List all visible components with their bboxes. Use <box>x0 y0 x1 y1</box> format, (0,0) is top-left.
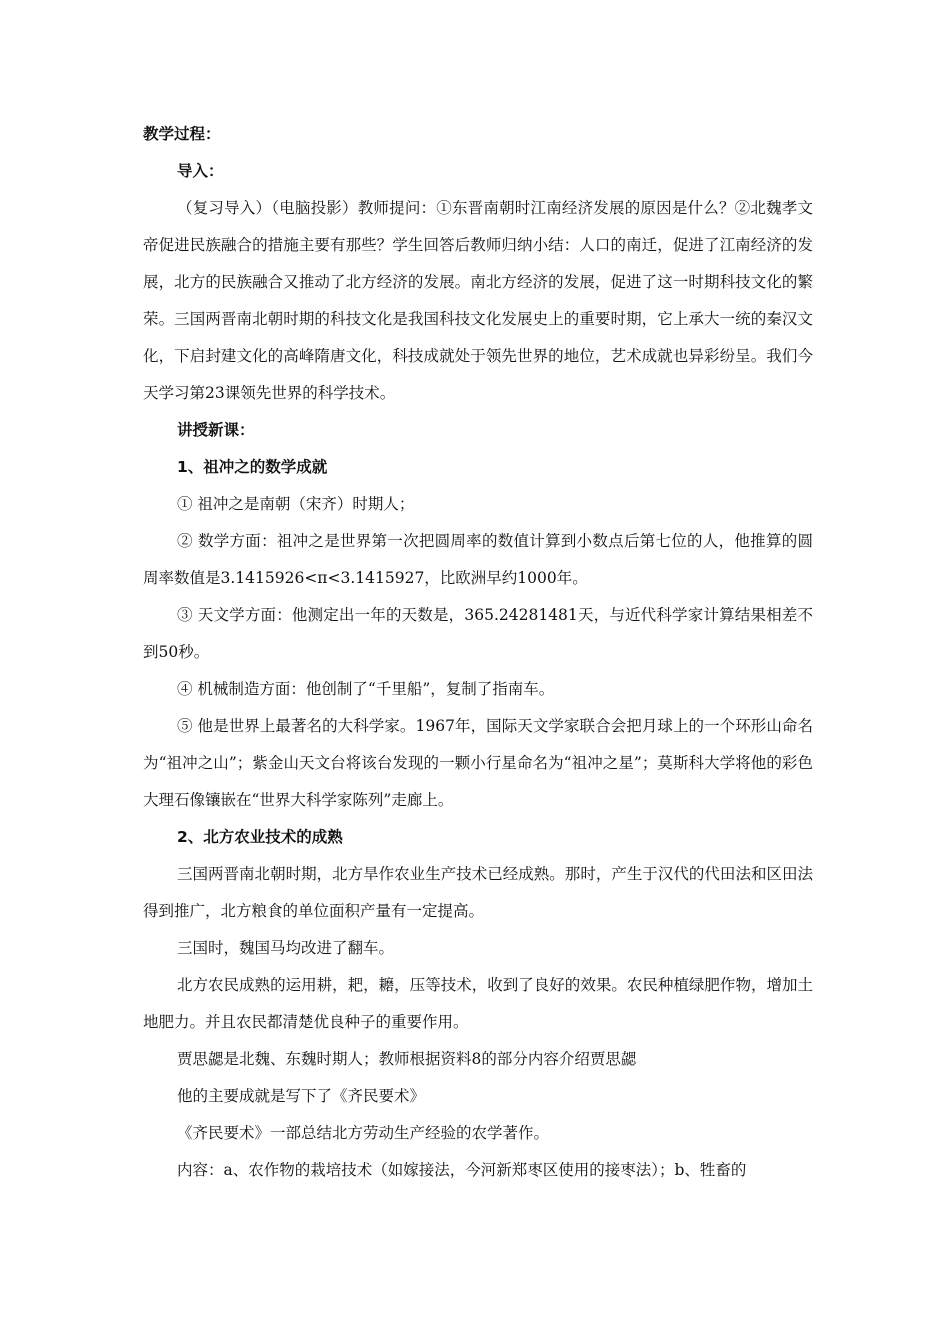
list-item: ⑤ 他是世界上最著名的大科学家。1967年，国际天文学家联合会把月球上的一个环形山命名为“祖冲之山”；紫金山天文台将该台发现的一颗小行星命名为“祖冲之星”；莫斯科大学将他的彩色大理石像镶嵌在“世界大科学家陈列”走廊上。 <box>143 717 813 809</box>
section2-title: 2、北方农业技术的成熟 <box>177 828 343 846</box>
paragraph: 《齐民要术》一部总结北方劳动生产经验的农学著作。 <box>177 1124 550 1142</box>
list-item: ② 数学方面：祖冲之是世界第一次把圆周率的数值计算到小数点后第七位的人，他推算的圆周率数值是3.1415926<π<3.1415927，比欧洲早约1000年。 <box>143 532 813 587</box>
document-body <box>143 116 813 1189</box>
list-item: ③ 天文学方面：他测定出一年的天数是，365.24281481天，与近代科学家计算结果相差不到50秒。 <box>143 606 813 661</box>
list-item: ① 祖冲之是南朝（宋齐）时期人； <box>177 495 415 513</box>
new-lesson-label: 讲授新课： <box>177 421 255 439</box>
paragraph: 三国两晋南北朝时期，北方旱作农业生产技术已经成熟。那时，产生于汉代的代田法和区田法得到推广，北方粮食的单位面积产量有一定提高。 <box>143 865 813 920</box>
intro-paragraph: （复习导入）（电脑投影）教师提问：①东晋南朝时江南经济发展的原因是什么？②北魏孝文帝促进民族融合的措施主要有那些？学生回答后教师归纳小结：人口的南迁，促进了江南经济的发展，北方的民族融合又推动了北方经济的发展。南北方经济的发展，促进了这一时期科技文化的繁荣。三国两晋南北朝时期的科技文化是我国科技文化发展史上的重要时期，它上承大一统的秦汉文化，下启封建文化的高峰隋唐文化，科技成就处于领先世界的地位，艺术成就也异彩纷呈。我们今天学习第23课领先世界的科学技术。 <box>143 199 813 402</box>
section-heading: 教学过程： <box>143 125 221 143</box>
paragraph: 内容：a、农作物的栽培技术（如嫁接法，今河新郑枣区使用的接枣法）；b、牲畜的 <box>177 1161 747 1179</box>
paragraph: 三国时，魏国马均改进了翻车。 <box>177 939 395 957</box>
intro-label: 导入： <box>177 162 224 180</box>
paragraph: 北方农民成熟的运用耕，耙，耱，压等技术，收到了良好的效果。农民种植绿肥作物，增加土地肥力。并且农民都清楚优良种子的重要作用。 <box>143 976 813 1031</box>
paragraph: 他的主要成就是写下了《齐民要术》 <box>177 1087 426 1105</box>
paragraph: 贾思勰是北魏、东魏时期人；教师根据资料8的部分内容介绍贾思勰 <box>177 1050 637 1068</box>
list-item: ④ 机械制造方面：他创制了“千里船”，复制了指南车。 <box>177 680 555 698</box>
section1-title: 1、祖冲之的数学成就 <box>177 458 328 476</box>
